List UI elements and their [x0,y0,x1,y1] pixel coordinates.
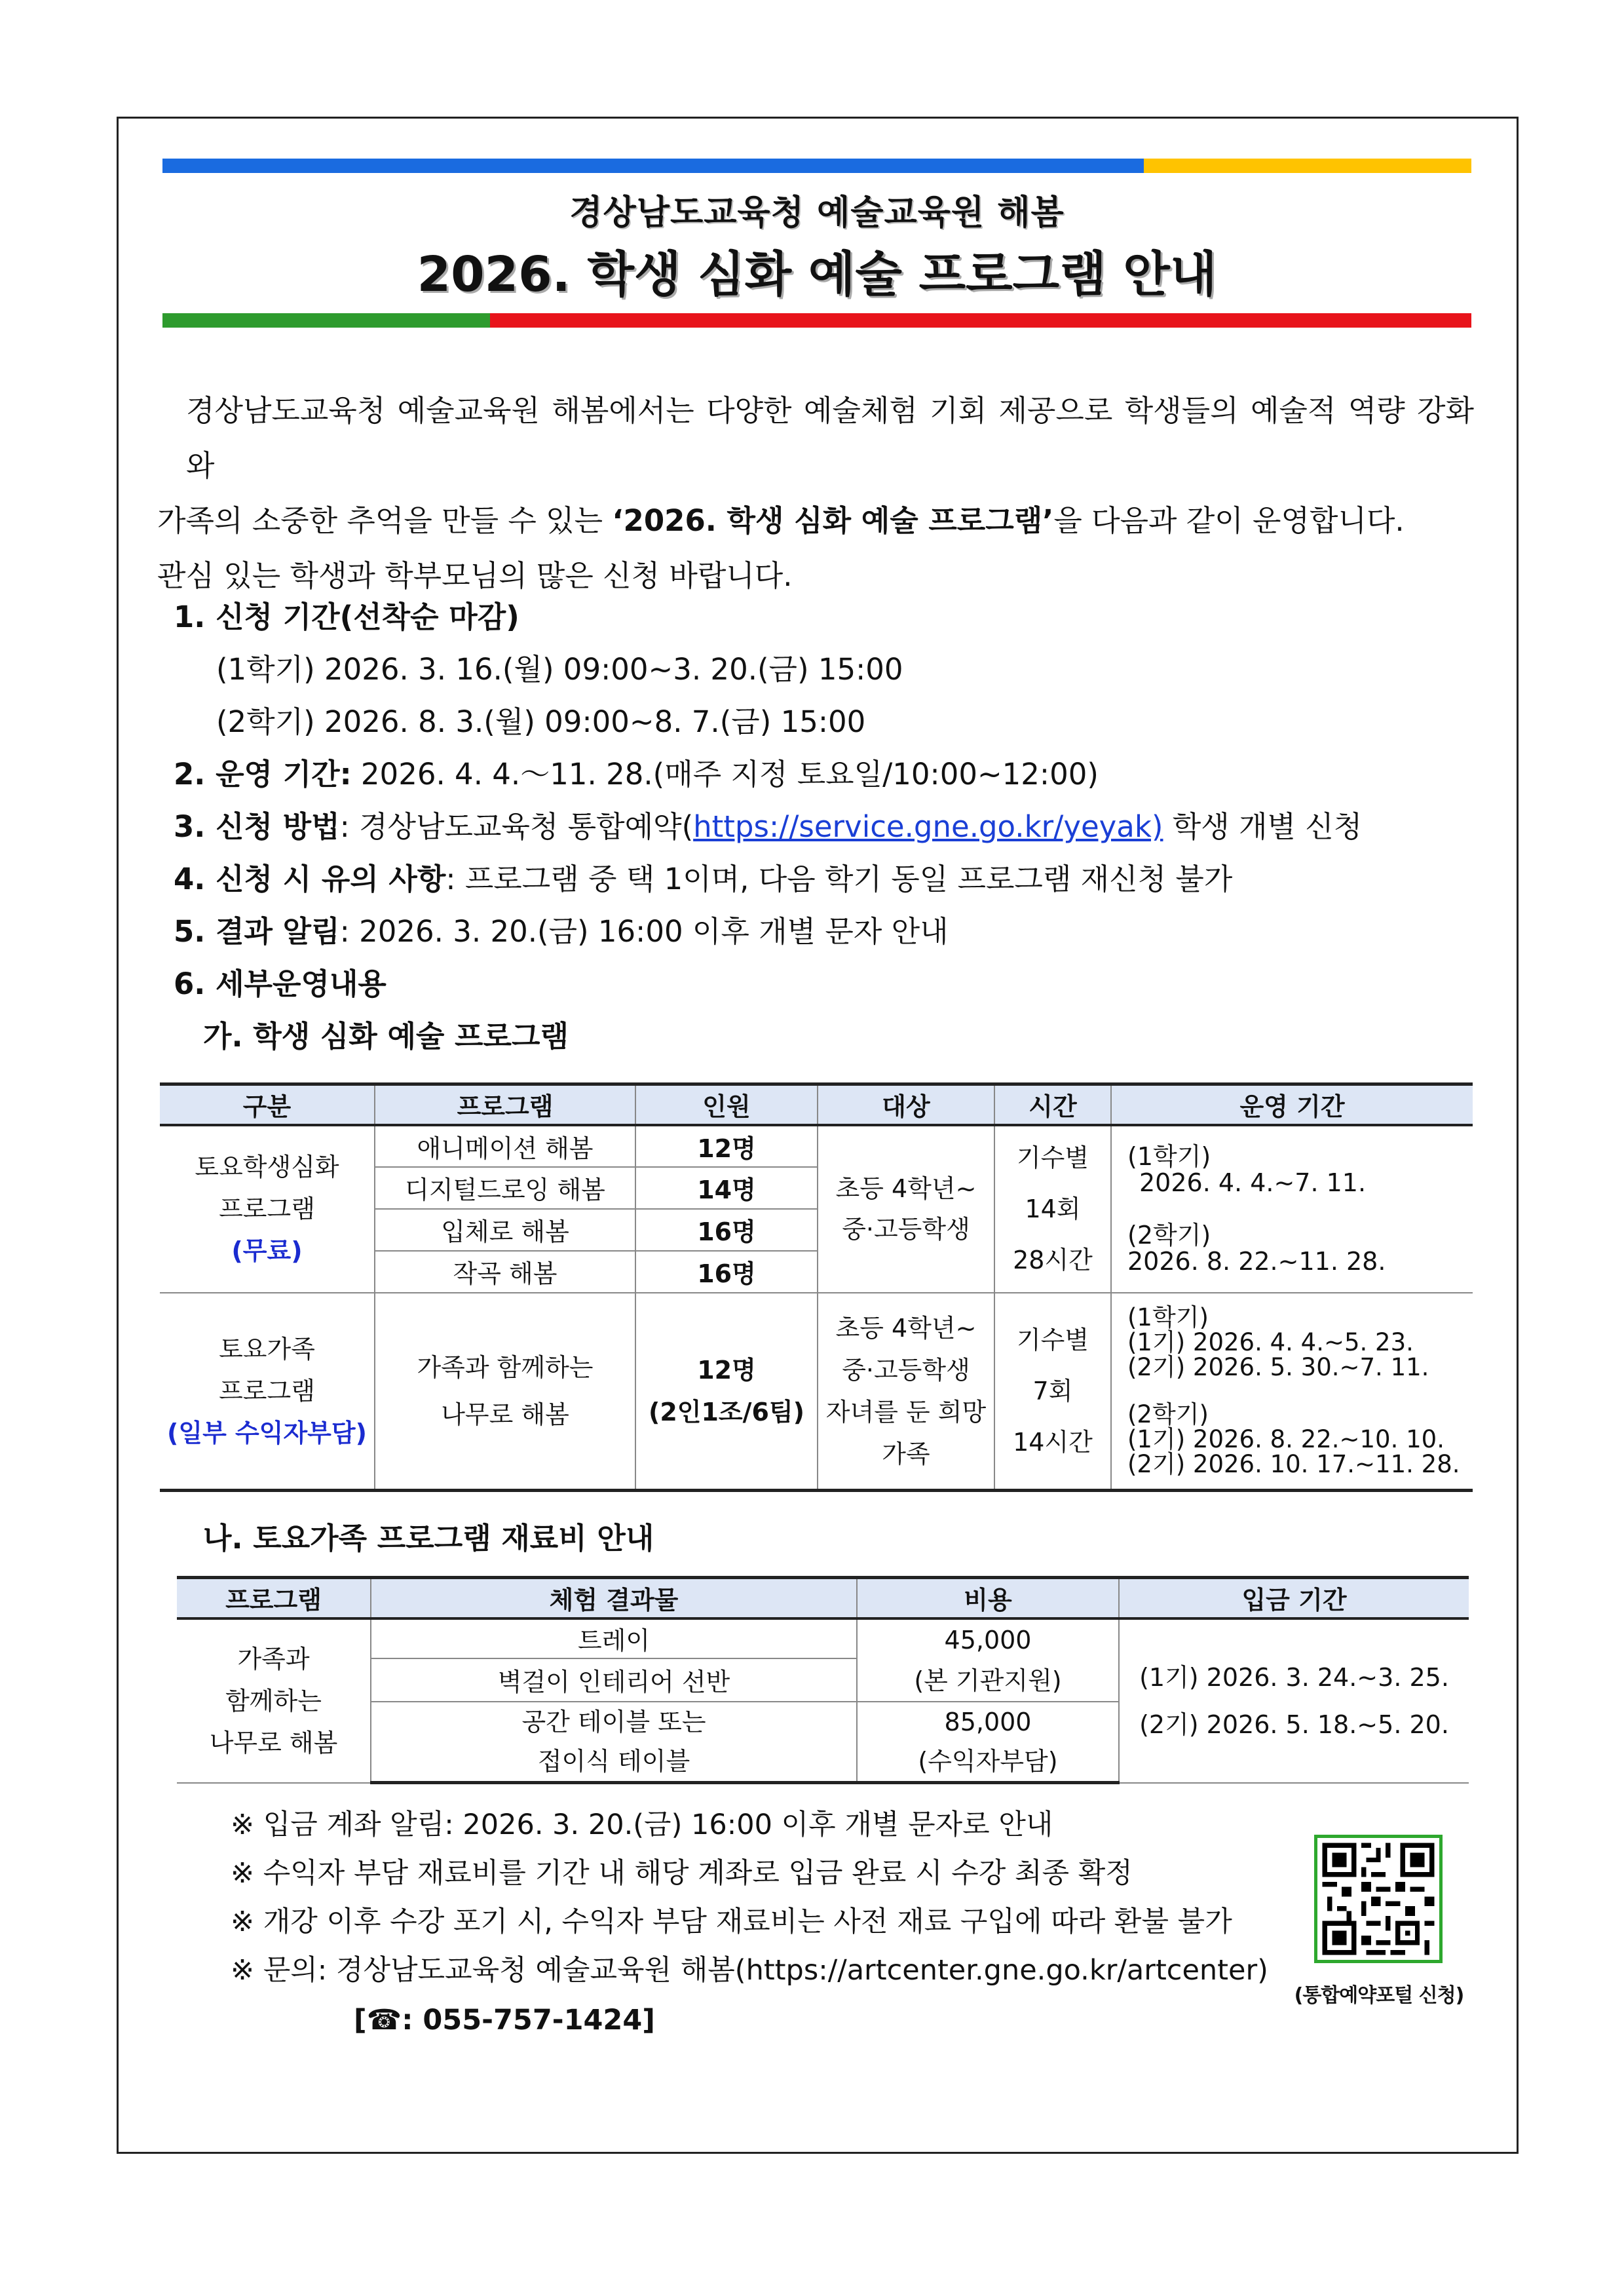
contact-phone: [☎: 055-757-1424] [354,2004,655,2037]
group2-name: 토요가족 프로그램 (일부 수익자부담) [160,1293,375,1491]
intro-paragraph [157,383,1474,603]
program-name: 입체로 해봄 [375,1209,635,1251]
material-table-header [177,1578,1469,1618]
section-6a-title: 가. 학생 심화 예술 프로그램 [203,1019,569,1054]
program-count: 16명 [635,1209,818,1251]
material-program-name: 가족과 함께하는 나무로 해봄 [177,1618,371,1783]
table-row [177,1618,1469,1658]
col-header-deposit: 입금 기간 [1119,1578,1469,1618]
note-enrollment-confirm: ※ 수익자 부담 재료비를 기간 내 해당 계좌로 입금 완료 시 수강 최종 확정 [231,1857,1133,1890]
program-table-header [160,1084,1473,1125]
section-1-sem1: (1학기) 2026. 3. 16.(월) 09:00~3. 20.(금) 15:00 [216,652,903,687]
top-bar-yellow [1144,159,1471,173]
col-header-period: 운영 기간 [1111,1084,1473,1125]
note-refund-policy: ※ 개강 이후 수강 포기 시, 수익자 부담 재료비는 사전 재료 구입에 따라 환불 불가 [231,1905,1232,1938]
group1-time: 기수별 14회 28시간 [994,1125,1111,1293]
material-item: 벽걸이 인테리어 선반 [371,1658,857,1702]
intro-line-3: 관심 있는 학생과 학부모님의 많은 신청 바랍니다. [157,558,793,593]
bottom-bar-green [162,313,490,328]
section-6b-title: 나. 토요가족 프로그램 재료비 안내 [203,1521,654,1556]
col-header-count: 인원 [635,1084,818,1125]
program-count: 12명 [635,1125,818,1167]
program-name: 애니메이션 해봄 [375,1125,635,1167]
program-table [160,1082,1473,1492]
org-title: 경상남도교육청 예술교육원 해봄 [569,193,1065,233]
program-count: 14명 [635,1167,818,1209]
table-row [160,1293,1473,1491]
qr-caption: (통합예약포털 신청) [1294,1984,1464,2007]
bottom-bar-red [490,313,1471,328]
material-item: 트레이 [371,1618,857,1658]
material-cost-supported: 45,000 (본 기관지원) [857,1618,1119,1702]
col-header-result: 체험 결과물 [371,1578,857,1618]
program-name: 작곡 해봄 [375,1251,635,1293]
program-count: 16명 [635,1251,818,1293]
group1-period: (1학기) 2026. 4. 4.~7. 11. (2학기) 2026. 8. 22.~11. 28. [1111,1125,1473,1293]
group1-target: 초등 4학년~ 중·고등학생 [818,1125,994,1293]
col-header-category: 구분 [160,1084,375,1125]
reservation-link[interactable]: https://service.gne.go.kr/yeyak) [693,809,1163,844]
main-title: 2026. 학생 심화 예술 프로그램 안내 [417,246,1217,303]
qr-code-icon[interactable] [1314,1835,1443,1963]
col-header-cost: 비용 [857,1578,1119,1618]
section-1-title: 1. 신청 기간(선착순 마감) [174,600,519,634]
col-header-program: 프로그램 [375,1084,635,1125]
material-fee-table [177,1576,1469,1784]
note-contact: ※ 문의: 경상남도교육청 예술교육원 해봄(https://artcenter.gne.go.kr/artcenter) [231,1954,1268,1987]
table-row [160,1125,1473,1167]
section-1-sem2: (2학기) 2026. 8. 3.(월) 09:00~8. 7.(금) 15:00 [216,704,866,739]
section-5: 5. 결과 알림: 2026. 3. 20.(금) 16:00 이후 개별 문자 안내 [174,914,949,949]
program-name-emphasis: ‘2026. 학생 심화 예술 프로그램’ [612,503,1054,538]
top-bar-blue [162,159,1144,173]
qr-code-graphic [1317,1838,1439,1960]
material-item: 공간 테이블 또는 접이식 테이블 [371,1702,857,1783]
group1-name: 토요학생심화 프로그램 (무료) [160,1125,375,1293]
group2-target: 초등 4학년~ 중·고등학생 자녀를 둔 희망 가족 [818,1293,994,1491]
col-header-target: 대상 [818,1084,994,1125]
col-header-program: 프로그램 [177,1578,371,1618]
section-4: 4. 신청 시 유의 사항: 프로그램 중 택 1이며, 다음 학기 동일 프로그램 재신청 불가 [174,862,1233,896]
partial-fee-badge: (일부 수익자부담) [167,1418,367,1447]
group2-time: 기수별 7회 14시간 [994,1293,1111,1491]
col-header-time: 시간 [994,1084,1111,1125]
group2-count: 12명 (2인1조/6팀) [635,1293,818,1491]
group2-period: (1학기) (1기) 2026. 4. 4.~5. 23. (2기) 2026. 5. 30.~7. 11. (2학기) (1기) 2026. 8. 22.~10. 10. (2기) 2026. 10. 17.~11. 28. [1111,1293,1473,1491]
section-3: 3. 신청 방법: 경상남도교육청 통합예약(https://service.gne.go.kr/yeyak) 학생 개별 신청 [174,809,1363,844]
deposit-period: (1기) 2026. 3. 24.~3. 25. (2기) 2026. 5. 18.~5. 20. [1119,1618,1469,1783]
intro-line-1: 경상남도교육청 예술교육원 해봄에서는 다양한 예술체험 기회 제공으로 학생들의 예술적 역량 강화와 [186,393,1474,483]
program-name: 디지털드로잉 해봄 [375,1167,635,1209]
section-2: 2. 운영 기간: 2026. 4. 4.～11. 28.(매주 지정 토요일/10:00~12:00) [174,757,1099,792]
note-deposit-account: ※ 입금 계좌 알림: 2026. 3. 20.(금) 16:00 이후 개별 문자로 안내 [231,1808,1053,1841]
group2-program: 가족과 함께하는 나무로 해봄 [375,1293,635,1491]
free-badge: (무료) [231,1236,303,1265]
material-cost-self: 85,000 (수익자부담) [857,1702,1119,1783]
section-6-title: 6. 세부운영내용 [174,966,387,1001]
intro-line-2: 가족의 소중한 추억을 만들 수 있는 ‘2026. 학생 심화 예술 프로그램’을 다음과 같이 운영합니다. [157,503,1405,538]
